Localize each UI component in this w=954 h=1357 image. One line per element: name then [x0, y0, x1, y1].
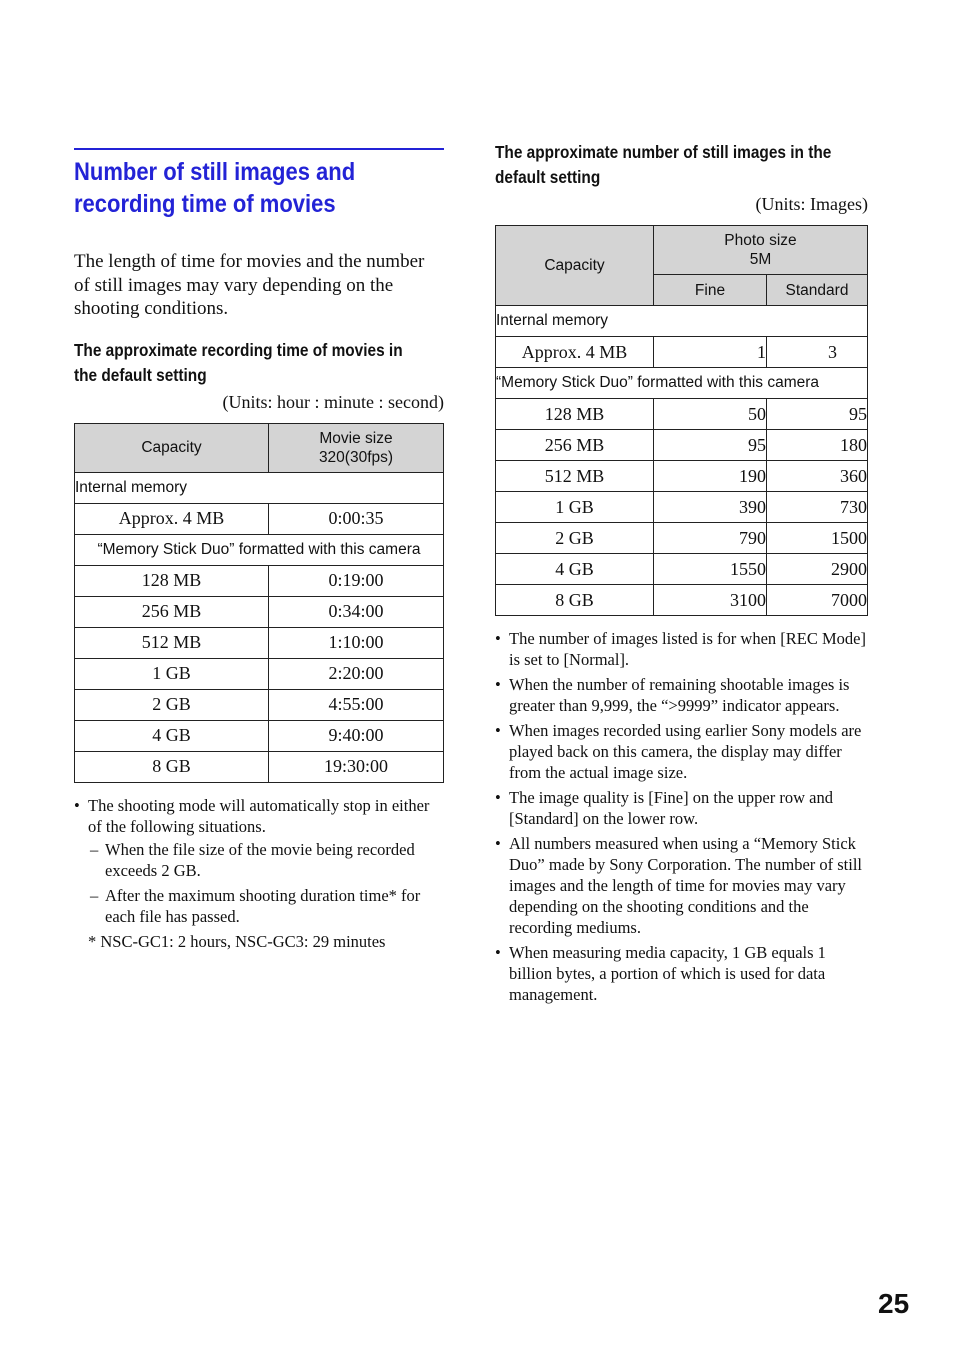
table-row	[496, 585, 868, 616]
header-movie-size-line2: 320(30fps)	[318, 448, 394, 466]
cell-fine: 95	[654, 430, 767, 461]
cell-capacity: Approx. 4 MB	[496, 337, 654, 368]
cell-standard: 95	[767, 399, 868, 430]
note-text: The shooting mode will automatically stop in either of the following situations.	[88, 795, 430, 836]
section-title	[74, 156, 444, 220]
left-column	[74, 148, 444, 952]
still-image-notes	[495, 628, 868, 1005]
cell-capacity: 4 GB	[75, 720, 269, 751]
cell-capacity: 256 MB	[496, 430, 654, 461]
group-row-memory-stick	[75, 534, 444, 565]
still-heading-line1: The approximate number of still images in the	[495, 142, 832, 162]
header-photo-size-line1: Photo size	[724, 232, 797, 249]
movie-time-heading	[74, 338, 444, 388]
still-units: (Units: Images)	[755, 194, 868, 214]
movie-heading-line2: the default setting	[74, 364, 207, 385]
cell-time: 0:00:35	[269, 503, 444, 534]
movie-units: (Units: hour : minute : second)	[222, 391, 444, 412]
cell-capacity: 8 GB	[496, 585, 654, 616]
cell-standard: 7000	[767, 585, 868, 616]
cell-fine: 50	[654, 399, 767, 430]
group-row-internal	[75, 472, 444, 503]
header-fine: Fine	[654, 275, 767, 306]
table-header-row	[496, 226, 868, 275]
group-label: “Memory Stick Duo” formatted with this camera	[75, 534, 444, 565]
table-row	[496, 430, 868, 461]
list-item: • All numbers measured when using a “Memory Stick Duo” made by Sony Corporation. The number of still images and the length of time for movies may vary depending on the shooting conditions and the recording mediums.	[495, 833, 868, 938]
table-row	[496, 523, 868, 554]
group-label: “Memory Stick Duo” formatted with this camera	[496, 368, 868, 399]
page-number: 25	[878, 1288, 910, 1319]
list-item: – After the maximum shooting duration time* for each file has passed.	[88, 885, 444, 927]
group-row-memory-stick	[496, 368, 868, 399]
table-row	[75, 565, 444, 596]
table-row	[75, 596, 444, 627]
header-standard: Standard	[767, 275, 868, 306]
cell-capacity: 8 GB	[75, 751, 269, 782]
table-row	[496, 337, 868, 368]
cell-time: 2:20:00	[269, 658, 444, 689]
cell-fine: 790	[654, 523, 767, 554]
cell-capacity: 4 GB	[496, 554, 654, 585]
cell-capacity: 2 GB	[496, 523, 654, 554]
list-item: • When the number of remaining shootable images is greater than 9,999, the “>9999” indicator appears.	[495, 674, 868, 716]
table-header-row	[75, 423, 444, 472]
list-item: – When the file size of the movie being recorded exceeds 2 GB.	[88, 839, 444, 881]
movie-time-table	[74, 423, 444, 783]
table-row	[496, 554, 868, 585]
table-row	[496, 399, 868, 430]
cell-fine: 1550	[654, 554, 767, 585]
cell-capacity: 512 MB	[75, 627, 269, 658]
table-row	[75, 503, 444, 534]
header-photo-size	[654, 226, 868, 275]
footnote: * NSC-GC1: 2 hours, NSC-GC3: 29 minutes	[88, 931, 386, 951]
cell-fine: 190	[654, 461, 767, 492]
cell-standard: 1500	[767, 523, 868, 554]
table-row	[496, 461, 868, 492]
header-capacity: Capacity	[75, 423, 269, 472]
cell-time: 9:40:00	[269, 720, 444, 751]
movie-heading-line1: The approximate recording time of movies in	[74, 339, 403, 360]
cell-fine: 3100	[654, 585, 767, 616]
cell-time: 4:55:00	[269, 689, 444, 720]
table-row	[75, 720, 444, 751]
right-column	[495, 140, 868, 1009]
header-movie-size-line1: Movie size	[319, 429, 393, 447]
cell-fine: 1	[654, 337, 767, 368]
table-row	[496, 492, 868, 523]
header-photo-size-line2: 5M	[749, 251, 772, 268]
list-item: • When images recorded using earlier Sony models are played back on this camera, the display may differ from the actual image size.	[495, 720, 868, 783]
movie-notes	[74, 795, 444, 927]
sub-list	[88, 839, 444, 927]
cell-capacity: 128 MB	[75, 565, 269, 596]
still-heading-line2: default setting	[495, 167, 601, 187]
cell-capacity: 1 GB	[496, 492, 654, 523]
list-item	[74, 795, 444, 927]
header-movie-size	[269, 423, 444, 472]
cell-standard: 730	[767, 492, 868, 523]
section-rule	[74, 148, 444, 150]
cell-standard: 180	[767, 430, 868, 461]
cell-time: 0:34:00	[269, 596, 444, 627]
cell-standard: 2900	[767, 554, 868, 585]
list-item: • When measuring media capacity, 1 GB equals 1 billion bytes, a portion of which is used for data management.	[495, 942, 868, 1005]
group-label: Internal memory	[496, 306, 868, 337]
cell-capacity: Approx. 4 MB	[75, 503, 269, 534]
table-row	[75, 689, 444, 720]
cell-standard: 3	[767, 337, 868, 368]
still-images-heading	[495, 140, 865, 190]
group-label: Internal memory	[75, 472, 444, 503]
table-row	[75, 627, 444, 658]
cell-capacity: 128 MB	[496, 399, 654, 430]
cell-standard: 360	[767, 461, 868, 492]
still-images-table	[495, 225, 868, 616]
list-item: • The image quality is [Fine] on the upper row and [Standard] on the lower row.	[495, 787, 868, 829]
cell-capacity: 256 MB	[75, 596, 269, 627]
cell-time: 1:10:00	[269, 627, 444, 658]
group-row-internal	[496, 306, 868, 337]
cell-fine: 390	[654, 492, 767, 523]
table-row	[75, 658, 444, 689]
cell-time: 19:30:00	[269, 751, 444, 782]
cell-capacity: 2 GB	[75, 689, 269, 720]
header-capacity: Capacity	[496, 226, 654, 306]
cell-capacity: 512 MB	[496, 461, 654, 492]
section-title-line2: recording time of movies	[74, 190, 336, 218]
intro-paragraph: The length of time for movies and the number of still images may vary depending on the shooting conditions.	[74, 251, 425, 319]
list-item: • The number of images listed is for when [REC Mode] is set to [Normal].	[495, 628, 868, 670]
cell-capacity: 1 GB	[75, 658, 269, 689]
section-title-line1: Number of still images and	[74, 158, 356, 186]
table-row	[75, 751, 444, 782]
cell-time: 0:19:00	[269, 565, 444, 596]
